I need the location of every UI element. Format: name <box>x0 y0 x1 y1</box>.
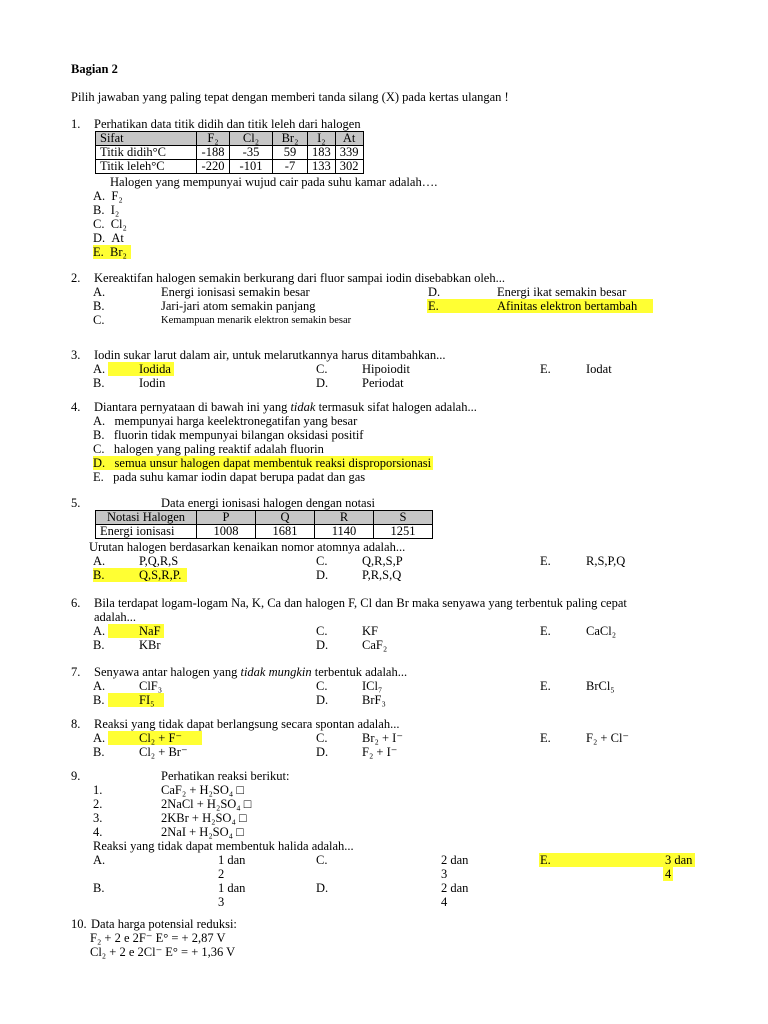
option-b: B. I₂ <box>93 203 120 217</box>
question-text: Perhatikan data titik didih dan titik leleh dari halogen <box>94 117 361 131</box>
question-prompt: Urutan halogen berdasarkan kenaikan nomor atomnya adalah... <box>89 540 406 554</box>
option-d-letter: D. <box>316 568 329 582</box>
option-c-letter: C. <box>316 362 328 376</box>
reduction-equation: F₂ + 2 e 2F⁻ E° = + 2,87 V <box>90 931 226 945</box>
option-c-letter: C. <box>316 554 328 568</box>
table-header: Q <box>256 511 315 525</box>
option-e-text: Iodat <box>586 362 612 376</box>
arrow-box-icon: □ <box>243 797 252 811</box>
option-a-letter: A. <box>93 624 106 638</box>
table-cell: 59 <box>273 146 308 160</box>
question-number: 1. <box>71 117 81 131</box>
option-d-letter: D. <box>316 745 329 759</box>
option-d-text: Periodat <box>362 376 404 390</box>
option-a: A. mempunyai harga keelektronegatifan yang besar <box>93 414 358 428</box>
option-a-text-1: 1 dan <box>218 853 246 867</box>
table-cell: 302 <box>335 160 363 174</box>
option-e-highlighted: E. Br₂ <box>93 245 131 259</box>
table-cell: Energi ionisasi <box>96 525 197 539</box>
option-d-text: F₂ + I⁻ <box>362 745 398 759</box>
question-number: 2. <box>71 271 81 285</box>
table-header: Sifat <box>96 132 197 146</box>
option-b-letter: B. <box>93 299 105 313</box>
option-d-text: P,R,S,Q <box>362 568 402 582</box>
option-c-text: Kemampuan menarik elektron semakin besar <box>161 315 352 326</box>
table-header: I₂ <box>308 132 336 146</box>
option-b-text: Q,S,R,P. <box>139 568 182 582</box>
option-e-letter: E. <box>540 853 551 867</box>
option-b-text-2: 3 <box>218 895 225 909</box>
reaction-number: 4. <box>93 825 103 839</box>
option-d-letter: D. <box>316 638 329 652</box>
option-b-text: KBr <box>139 638 161 652</box>
option-c: C. Cl₂ <box>93 217 127 231</box>
question-number: 4. <box>71 400 81 414</box>
table-cell: -35 <box>230 146 273 160</box>
option-e-letter: E. <box>540 679 551 693</box>
option-a-text: Iodida <box>139 362 171 376</box>
reaction-number: 1. <box>93 783 103 797</box>
table-cell: -188 <box>197 146 230 160</box>
option-e-text: BrCl₅ <box>586 679 615 693</box>
question-number: 3. <box>71 348 81 362</box>
option-e: E. pada suhu kamar iodin dapat berupa padat dan gas <box>93 470 366 484</box>
option-d-text: Energi ikat semakin besar <box>497 285 627 299</box>
reaction-equation: 2KBr + H₂SO₄ □ <box>161 811 247 825</box>
option-c-text: Hipoiodit <box>362 362 410 376</box>
table-cell: -220 <box>197 160 230 174</box>
question-prompt: Halogen yang mempunyai wujud cair pada suhu kamar adalah…. <box>110 175 438 189</box>
option-d-letter: D. <box>428 285 441 299</box>
ionization-energy-table <box>95 510 433 539</box>
table-row <box>96 525 433 539</box>
option-a-text: ClF₃ <box>139 679 163 693</box>
option-c-text-2: 3 <box>441 867 448 881</box>
option-b-letter: B. <box>93 638 105 652</box>
option-c: C. halogen yang paling reaktif adalah fluorin <box>93 442 324 456</box>
question-text: Senyawa antar halogen yang tidak mungkin terbentuk adalah... <box>94 665 408 679</box>
table-cell: 1681 <box>256 525 315 539</box>
boiling-melting-table <box>95 131 364 174</box>
arrow-box-icon: □ <box>236 825 244 839</box>
option-e-text-2: 4 <box>665 867 672 881</box>
table-header: P <box>197 511 256 525</box>
option-e-letter: E. <box>540 624 551 638</box>
option-a-text: Energi ionisasi semakin besar <box>161 285 310 299</box>
reaction-equation: CaF₂ + H₂SO₄ □ <box>161 783 244 797</box>
instruction-text: Pilih jawaban yang paling tepat dengan memberi tanda silang (X) pada kertas ulangan ! <box>71 90 509 104</box>
table-header: Cl₂ <box>230 132 273 146</box>
table-header: R <box>315 511 374 525</box>
table-cell: Titik didih°C <box>96 146 197 160</box>
option-a-text: Cl₂ + F⁻ <box>139 731 183 745</box>
table-cell: -101 <box>230 160 273 174</box>
option-b: B. fluorin tidak mempunyai bilangan oksidasi positif <box>93 428 364 442</box>
option-c-letter: C. <box>316 853 328 867</box>
option-b-letter: B. <box>93 745 105 759</box>
reaction-number: 3. <box>93 811 103 825</box>
question-number: 9. <box>71 769 81 783</box>
option-a: A. F₂ <box>93 189 123 203</box>
option-c-letter: C. <box>316 731 328 745</box>
option-b-letter: B. <box>93 376 105 390</box>
option-b-text: Iodin <box>139 376 166 390</box>
option-b-text: Cl₂ + Br⁻ <box>139 745 188 759</box>
option-a-letter: A. <box>93 554 106 568</box>
option-b-letter: B. <box>93 568 105 582</box>
answer-highlight <box>108 693 164 707</box>
question-text: Reaksi yang tidak dapat berlangsung secara spontan adalah... <box>94 717 400 731</box>
reaction-equation: 2NaI + H₂SO₄ □ <box>161 825 244 839</box>
table-header: Br₂ <box>273 132 308 146</box>
option-c-text: ICl₇ <box>362 679 383 693</box>
table-cell: 339 <box>335 146 363 160</box>
option-d-letter: D. <box>316 376 329 390</box>
option-d-letter: D. <box>316 693 329 707</box>
option-e-text-1: 3 dan <box>665 853 693 867</box>
table-header: S <box>374 511 433 525</box>
option-a-text: P,Q,R,S <box>139 554 179 568</box>
option-a-letter: A. <box>93 731 106 745</box>
question-text: Perhatikan reaksi berikut: <box>161 769 290 783</box>
option-c-text: KF <box>362 624 378 638</box>
option-e-text: R,S,P,Q <box>586 554 626 568</box>
question-number: 10. <box>71 917 87 931</box>
option-e-text: CaCl₂ <box>586 624 617 638</box>
option-b-letter: B. <box>93 693 105 707</box>
option-c-text-1: 2 dan <box>441 853 469 867</box>
question-text: Bila terdapat logam-logam Na, K, Ca dan halogen F, Cl dan Br maka senyawa yang terbentuk paling cepat <box>94 596 627 610</box>
reaction-number: 2. <box>93 797 103 811</box>
option-d-text-1: 2 dan <box>441 881 469 895</box>
option-e-letter: E. <box>540 731 551 745</box>
option-b-text: Jari-jari atom semakin panjang <box>161 299 316 313</box>
option-d-text: CaF₂ <box>362 638 388 652</box>
arrow-box-icon: □ <box>236 783 244 797</box>
option-c-letter: C. <box>316 624 328 638</box>
table-header: F₂ <box>197 132 230 146</box>
option-a-letter: A. <box>93 679 106 693</box>
option-c-text: Q,R,S,P <box>362 554 403 568</box>
question-text: Iodin sukar larut dalam air, untuk melarutkannya harus ditambahkan... <box>94 348 446 362</box>
reaction-equation: 2NaCl + H₂SO₄ □ <box>161 797 252 811</box>
table-cell: 1140 <box>315 525 374 539</box>
table-cell: 1251 <box>374 525 433 539</box>
option-e-letter: E. <box>540 362 551 376</box>
option-b-text: FI₅ <box>139 693 155 707</box>
option-a-letter: A. <box>93 362 106 376</box>
option-d-letter: D. <box>316 881 329 895</box>
table-cell: Titik leleh°C <box>96 160 197 174</box>
table-cell: 1008 <box>197 525 256 539</box>
arrow-box-icon: □ <box>238 811 247 825</box>
question-number: 5. <box>71 496 81 510</box>
table-header: Notasi Halogen <box>96 511 197 525</box>
option-d-text: BrF₃ <box>362 693 386 707</box>
question-text: Data harga potensial reduksi: <box>91 917 237 931</box>
option-c-letter: C. <box>93 313 105 327</box>
table-row <box>96 160 364 174</box>
option-d: D. At <box>93 231 124 245</box>
table-cell: 133 <box>308 160 336 174</box>
option-d-text-2: 4 <box>441 895 448 909</box>
option-e-letter: E. <box>540 554 551 568</box>
question-number: 7. <box>71 665 81 679</box>
question-number: 8. <box>71 717 81 731</box>
option-e-letter: E. <box>428 299 439 313</box>
option-e-text: Afinitas elektron bertambah <box>497 299 638 313</box>
option-a-text-2: 2 <box>218 867 225 881</box>
question-text: Diantara pernyataan di bawah ini yang tidak termasuk sifat halogen adalah... <box>94 400 477 414</box>
table-header: At <box>335 132 363 146</box>
question-text: Data energi ionisasi halogen dengan notasi <box>161 496 375 510</box>
option-b-letter: B. <box>93 881 105 895</box>
question-prompt: Reaksi yang tidak dapat membentuk halida adalah... <box>93 839 354 853</box>
table-cell: -7 <box>273 160 308 174</box>
reduction-equation: Cl₂ + 2 e 2Cl⁻ E° = + 1,36 V <box>90 945 236 959</box>
option-c-letter: C. <box>316 679 328 693</box>
option-e-text: F₂ + Cl⁻ <box>586 731 630 745</box>
option-a-letter: A. <box>93 285 106 299</box>
table-row <box>96 146 364 160</box>
option-d-highlighted: D. semua unsur halogen dapat membentuk reaksi disproporsionasi <box>93 456 432 470</box>
question-number: 6. <box>71 596 81 610</box>
question-text-cont: adalah... <box>94 610 136 624</box>
option-c-text: Br₂ + I⁻ <box>362 731 403 745</box>
table-cell: 183 <box>308 146 336 160</box>
option-a-text: NaF <box>139 624 161 638</box>
question-text: Kereaktifan halogen semakin berkurang dari fluor sampai iodin disebabkan oleh... <box>94 271 505 285</box>
option-b-text-1: 1 dan <box>218 881 246 895</box>
section-heading: Bagian 2 <box>71 62 118 76</box>
option-a-letter: A. <box>93 853 106 867</box>
